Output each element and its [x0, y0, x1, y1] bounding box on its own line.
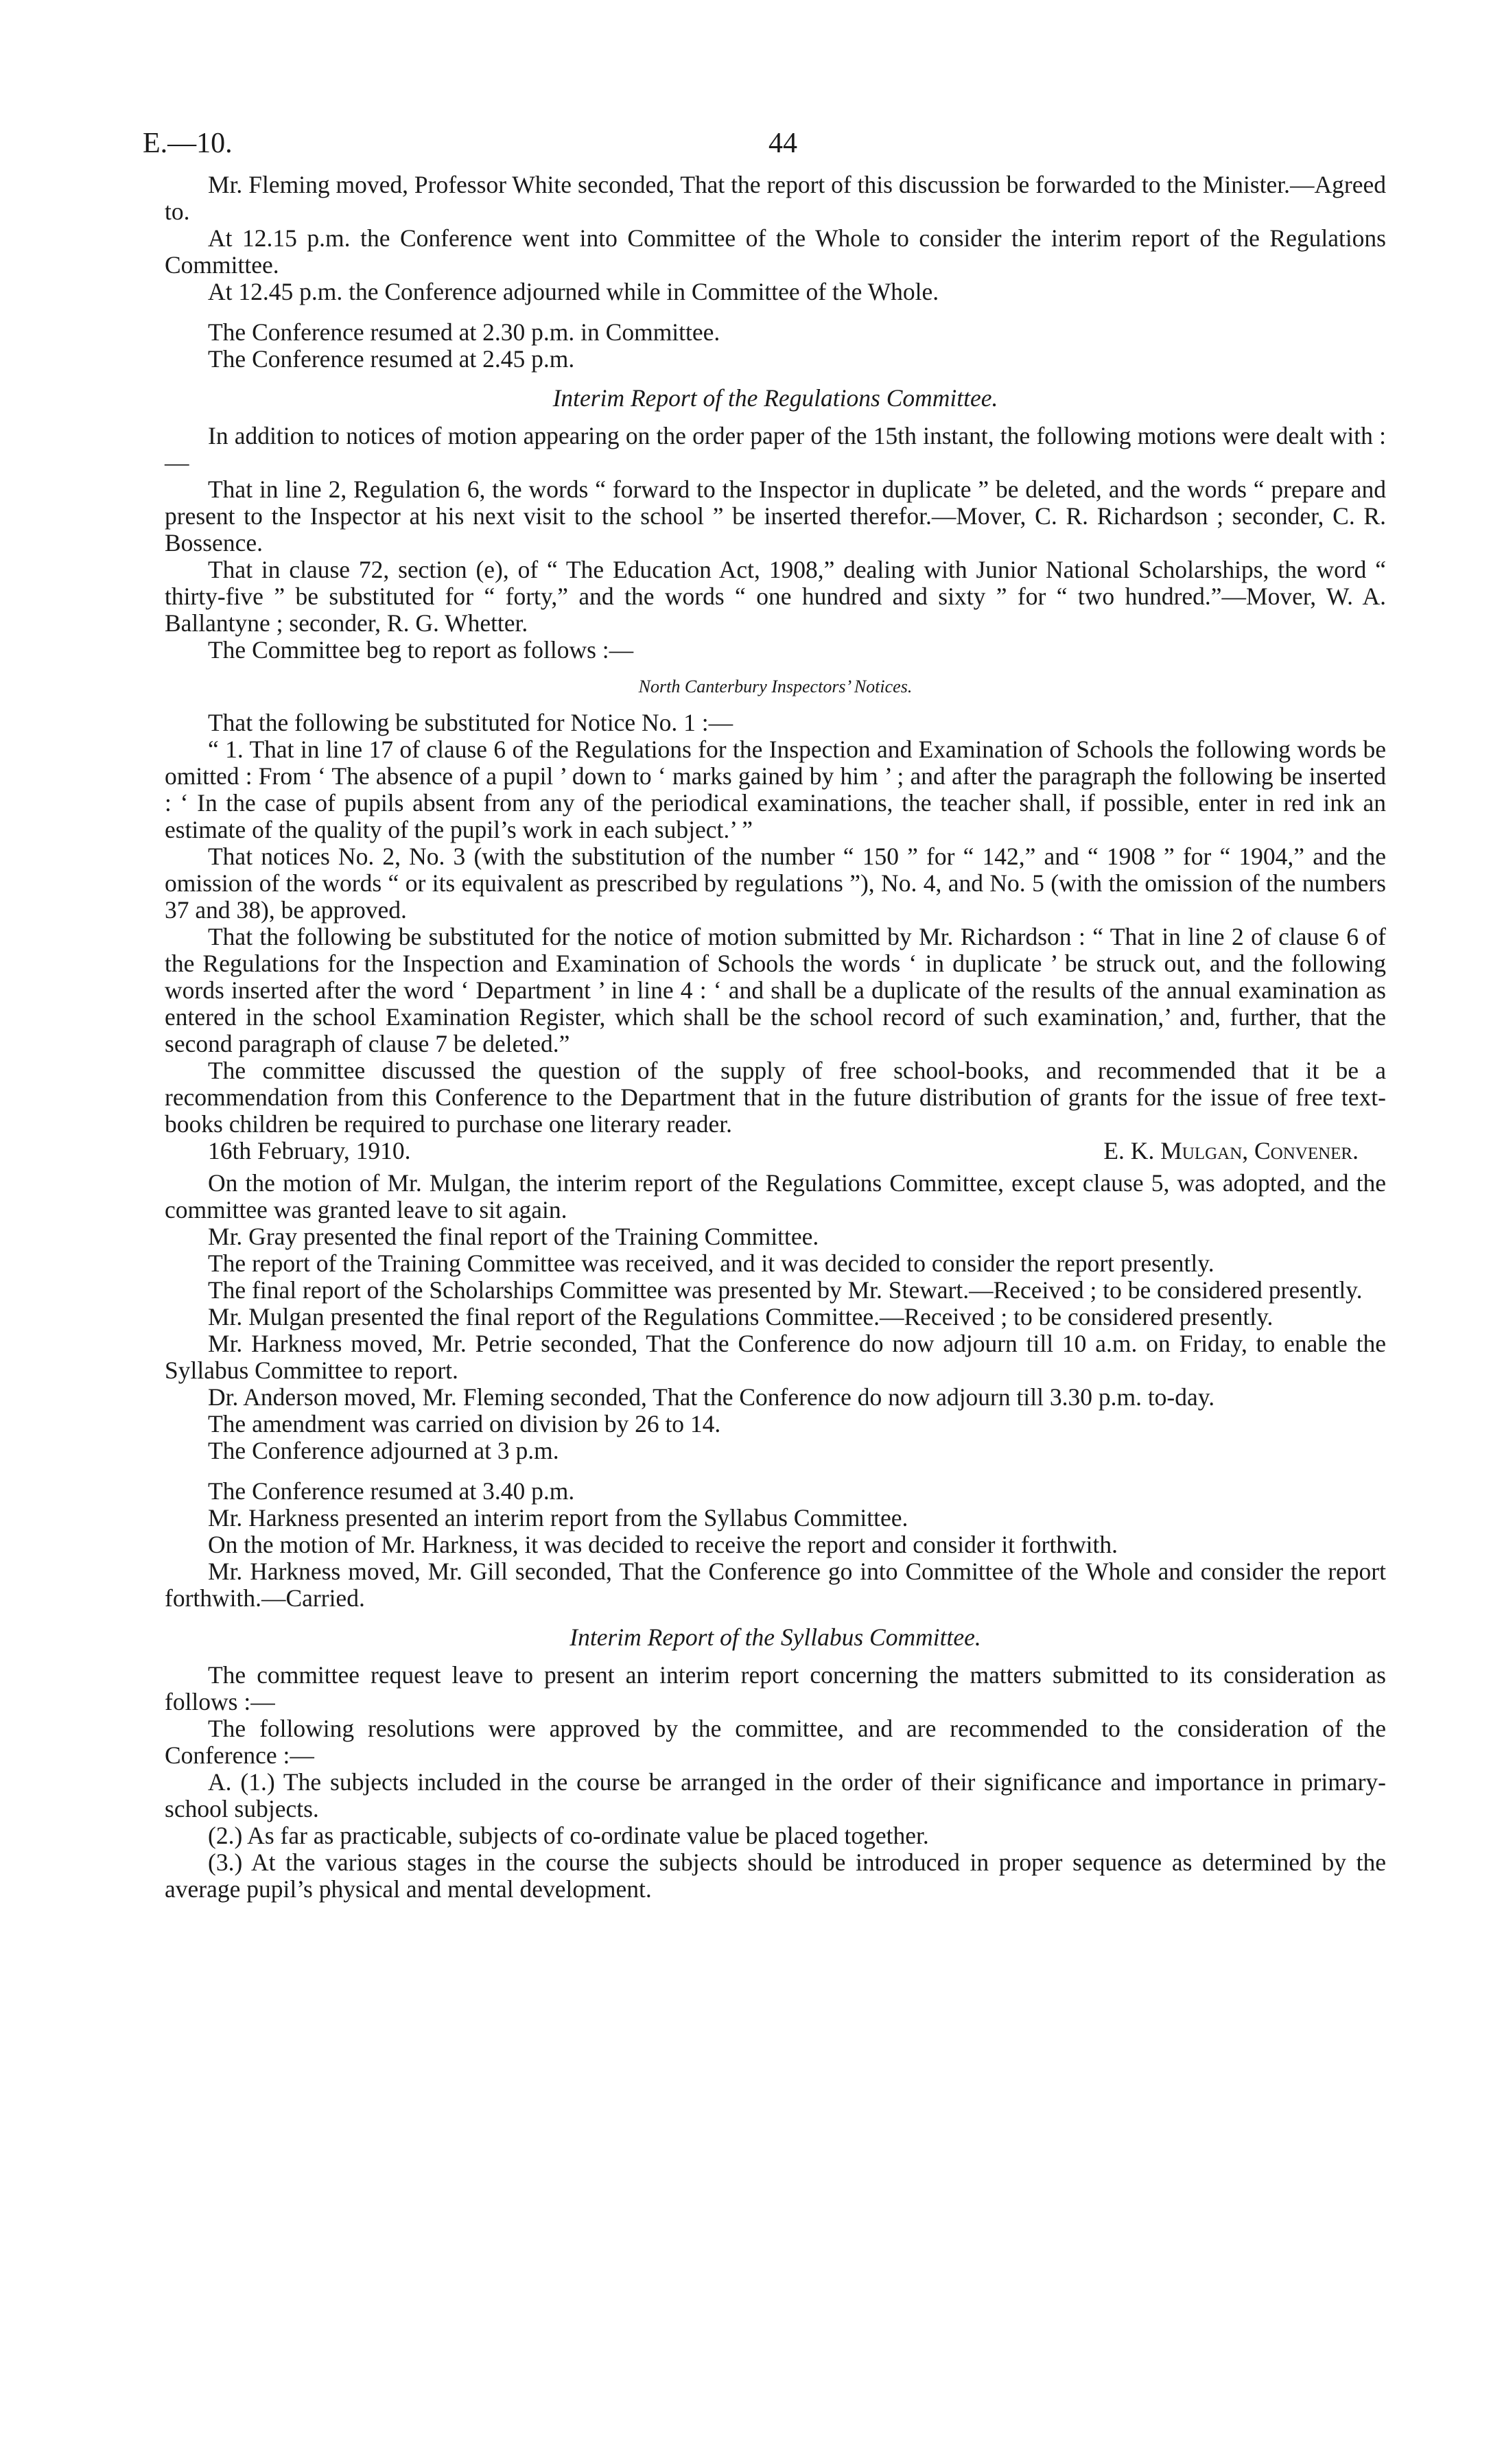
paragraph: The committee request leave to present an interim report concerning the matters submitted to its consideration as follows :—	[165, 1661, 1386, 1715]
paragraph: The amendment was carried on division by 26 to 14.	[208, 1410, 721, 1438]
section-heading: Interim Report of the Regulations Committee.	[552, 384, 998, 412]
document-reference: E.—10.	[143, 128, 233, 159]
paragraph: Mr. Mulgan presented the final report of the Regulations Committee.—Received ; to be considered presently.	[208, 1303, 1273, 1330]
paragraph: The committee discussed the question of the supply of free school-books, and recommended that it be a recommendation from this Conference to the Department that in the future distribution of grants for the issue of free text-books children be required to purchase one literary reader.	[165, 1057, 1386, 1138]
page-number: 44	[768, 128, 797, 159]
paragraph: The Conference resumed at 2.45 p.m.	[208, 345, 575, 373]
signoff-date: 16th February, 1910.	[208, 1137, 411, 1164]
paragraph: Dr. Anderson moved, Mr. Fleming seconded, That the Conference do now adjourn till 3.30 p.m. to-day.	[208, 1383, 1215, 1411]
paragraph: That notices No. 2, No. 3 (with the substitution of the number “ 150 ” for “ 142,” and “ 1908 ” for “ 1904,” and the omission of the words “ or its equivalent as prescribed by regulations ”), No. 4, and No. 5 (with the omission of the numbers 37 and 38), be approved.	[165, 843, 1386, 924]
signoff-name: E. K. Mulgan, Convener.	[1103, 1137, 1359, 1164]
paragraph: “ 1. That in line 17 of clause 6 of the Regulations for the Inspection and Examination of Schools the following words be omitted : From ‘ The absence of a pupil ’ down to ‘ marks gained by him ’ ; and after the paragraph the following be inserted : ‘ In the case of pupils absent from any of the periodical examinations, the teacher shall, if possible, enter in red ink an estimate of the quality of the pupil’s work in each subject.’ ”	[165, 736, 1386, 843]
paragraph: (2.) As far as practicable, subjects of co-ordinate value be placed together.	[208, 1822, 929, 1849]
paragraph: On the motion of Mr. Mulgan, the interim report of the Regulations Committee, except clause 5, was adopted, and the committee was granted leave to sit again.	[165, 1169, 1386, 1223]
page-header	[143, 128, 1386, 172]
paragraph: Mr. Harkness moved, Mr. Gill seconded, That the Conference go into Committee of the Whole and consider the report forthwith.—Carried.	[165, 1558, 1386, 1612]
paragraph: The Conference resumed at 2.30 p.m. in Committee.	[208, 318, 720, 346]
paragraph: The final report of the Scholarships Committee was presented by Mr. Stewart.—Received ; to be considered presently.	[208, 1276, 1363, 1304]
paragraph: (3.) At the various stages in the course the subjects should be introduced in proper sequence as determined by the average pupil’s physical and mental development.	[165, 1849, 1386, 1903]
paragraph: That in clause 72, section (e), of “ The Education Act, 1908,” dealing with Junior National Scholarships, the word “ thirty-five ” be substituted for “ forty,” and the words “ one hundred and sixty ” for “ two hundred.”—Mover, W. A. Ballantyne ; seconder, R. G. Whetter.	[165, 556, 1386, 637]
paragraph: At 12.15 p.m. the Conference went into Committee of the Whole to consider the interim report of the Regulations Committee.	[165, 224, 1386, 279]
paragraph: The Committee beg to report as follows :—	[208, 636, 634, 664]
paragraph: That in line 2, Regulation 6, the words “ forward to the Inspector in duplicate ” be deleted, and the words “ prepare and present to the Inspector at his next visit to the school ” be inserted therefor.—Mover, C. R. Richardson ; seconder, C. R. Bossence.	[165, 476, 1386, 556]
paragraph: The report of the Training Committee was received, and it was decided to consider the report presently.	[208, 1249, 1214, 1277]
paragraph: At 12.45 p.m. the Conference adjourned while in Committee of the Whole.	[208, 278, 939, 305]
paragraph: A. (1.) The subjects included in the course be arranged in the order of their significance and importance in primary-school subjects.	[165, 1768, 1386, 1822]
paragraph: Mr. Fleming moved, Professor White seconded, That the report of this discussion be forwarded to the Minister.—Agreed to.	[165, 171, 1386, 225]
paragraph: Mr. Gray presented the final report of the Training Committee.	[208, 1223, 819, 1250]
paragraph: In addition to notices of motion appearing on the order paper of the 15th instant, the following motions were dealt with :—	[165, 422, 1386, 476]
document-page	[143, 128, 1386, 1903]
paragraph: The following resolutions were approved by the committee, and are recommended to the consideration of the Conference :—	[165, 1715, 1386, 1769]
paragraph: That the following be substituted for the notice of motion submitted by Mr. Richardson : “ That in line 2 of clause 6 of the Regulations for the Inspection and Examination of Schools the words ‘ in duplicate ’ be struck out, and the following words inserted after the word ‘ Department ’ in line 4 : ‘ and shall be a duplicate of the results of the annual examination as entered in the school Examination Register, which shall be the school record of such examination,’ and, further, that the second paragraph of clause 7 be deleted.”	[165, 923, 1386, 1057]
paragraph: Mr. Harkness moved, Mr. Petrie seconded, That the Conference do now adjourn till 10 a.m. on Friday, to enable the Syllabus Committee to report.	[165, 1330, 1386, 1384]
section-heading: Interim Report of the Syllabus Committee.	[570, 1623, 981, 1651]
paragraph: On the motion of Mr. Harkness, it was decided to receive the report and consider it forthwith.	[208, 1531, 1118, 1558]
paragraph: That the following be substituted for Notice No. 1 :—	[208, 709, 733, 736]
paragraph: The Conference resumed at 3.40 p.m.	[208, 1477, 575, 1505]
paragraph: The Conference adjourned at 3 p.m.	[208, 1437, 559, 1464]
paragraph: Mr. Harkness presented an interim report from the Syllabus Committee.	[208, 1504, 908, 1532]
subsection-heading: North Canterbury Inspectors’ Notices.	[638, 677, 913, 696]
signoff	[165, 1138, 1386, 1164]
